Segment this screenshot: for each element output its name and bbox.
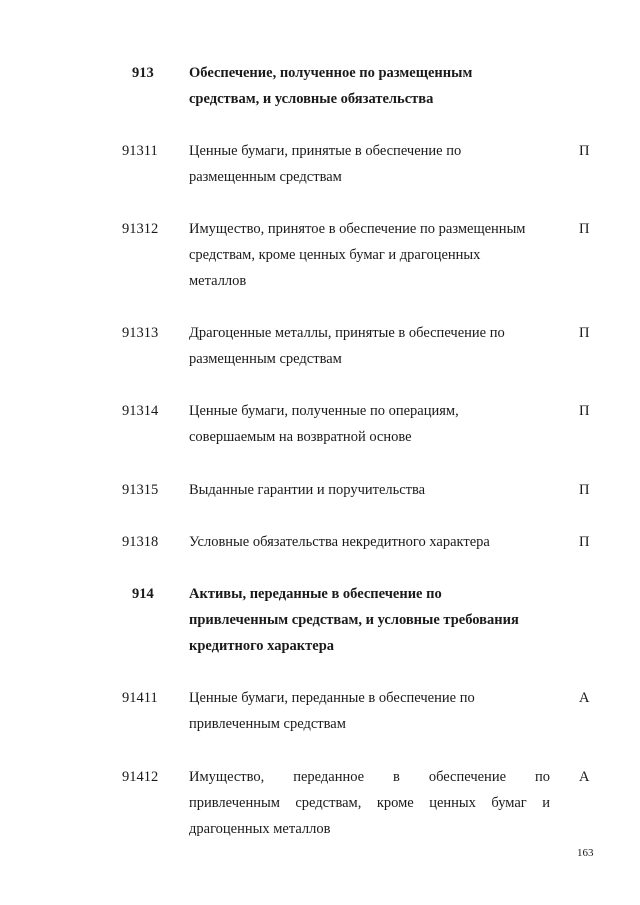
account-type-mark: П bbox=[579, 325, 590, 341]
account-description bbox=[189, 216, 526, 294]
account-title-line: Активы, переданные в обеспечение по bbox=[189, 586, 442, 602]
description-word: бумаг bbox=[491, 795, 527, 811]
description-line: Ценные бумаги, полученные по операциям, bbox=[189, 403, 459, 419]
account-title bbox=[189, 581, 519, 659]
account-code: 91411 bbox=[122, 690, 158, 706]
account-title-line: средствам, и условные обязательства bbox=[189, 91, 434, 107]
account-type-mark: П bbox=[579, 403, 590, 419]
description-word: средствам, bbox=[295, 795, 362, 811]
description-line: Драгоценные металлы, принятые в обеспечение по bbox=[189, 325, 505, 341]
description-word: Имущество, bbox=[189, 769, 265, 785]
description-line bbox=[189, 764, 550, 790]
description-word: по bbox=[534, 769, 550, 785]
description-line: совершаемым на возвратной основе bbox=[189, 429, 412, 445]
account-type-mark: П bbox=[579, 143, 590, 159]
account-type-mark: П bbox=[579, 482, 590, 498]
account-code: 914 bbox=[132, 586, 154, 602]
description-word: обеспечение bbox=[428, 769, 507, 785]
account-description bbox=[189, 398, 459, 450]
account-title-line: кредитного характера bbox=[189, 638, 335, 654]
account-type-mark: П bbox=[579, 221, 590, 237]
account-type-mark: А bbox=[579, 769, 590, 785]
account-title bbox=[189, 60, 472, 112]
description-line bbox=[189, 790, 550, 816]
description-line: средствам, кроме ценных бумаг и драгоценных bbox=[189, 247, 481, 263]
account-title-line: привлеченным средствам, и условные требования bbox=[189, 612, 519, 628]
description-line: Ценные бумаги, принятые в обеспечение по bbox=[189, 143, 462, 159]
description-word: привлеченным bbox=[189, 795, 280, 811]
account-type-mark: А bbox=[579, 690, 590, 706]
account-code: 91312 bbox=[122, 221, 159, 237]
description-line: размещенным средствам bbox=[189, 169, 342, 185]
description-line: драгоценных металлов bbox=[189, 821, 331, 837]
description-line: Имущество, принятое в обеспечение по размещенным bbox=[189, 221, 526, 237]
description-word: переданное bbox=[293, 769, 365, 785]
account-code: 91412 bbox=[122, 769, 159, 785]
description-word: кроме bbox=[376, 795, 414, 811]
account-description bbox=[189, 138, 461, 190]
description-line: размещенным средствам bbox=[189, 351, 342, 367]
account-code: 91318 bbox=[122, 534, 159, 550]
account-type-mark: П bbox=[579, 534, 590, 550]
account-description bbox=[189, 320, 505, 372]
account-description bbox=[189, 529, 490, 555]
account-code: 91311 bbox=[122, 143, 158, 159]
description-line: Ценные бумаги, переданные в обеспечение по bbox=[189, 690, 475, 706]
description-line: Выданные гарантии и поручительства bbox=[189, 482, 426, 498]
account-code: 91313 bbox=[122, 325, 159, 341]
description-word: в bbox=[393, 769, 400, 785]
account-code: 91315 bbox=[122, 482, 159, 498]
account-title-line: Обеспечение, полученное по размещенным bbox=[189, 65, 473, 81]
description-line: привлеченным средствам bbox=[189, 716, 346, 732]
account-description bbox=[189, 764, 550, 842]
account-code: 913 bbox=[132, 65, 154, 81]
page-number: 163 bbox=[577, 847, 594, 859]
description-line: металлов bbox=[189, 273, 247, 289]
account-description bbox=[189, 477, 425, 503]
description-word: и bbox=[542, 795, 550, 811]
account-code: 91314 bbox=[122, 403, 159, 419]
description-line: Условные обязательства некредитного характера bbox=[189, 534, 490, 550]
account-description bbox=[189, 685, 475, 737]
description-word: ценных bbox=[429, 795, 476, 811]
